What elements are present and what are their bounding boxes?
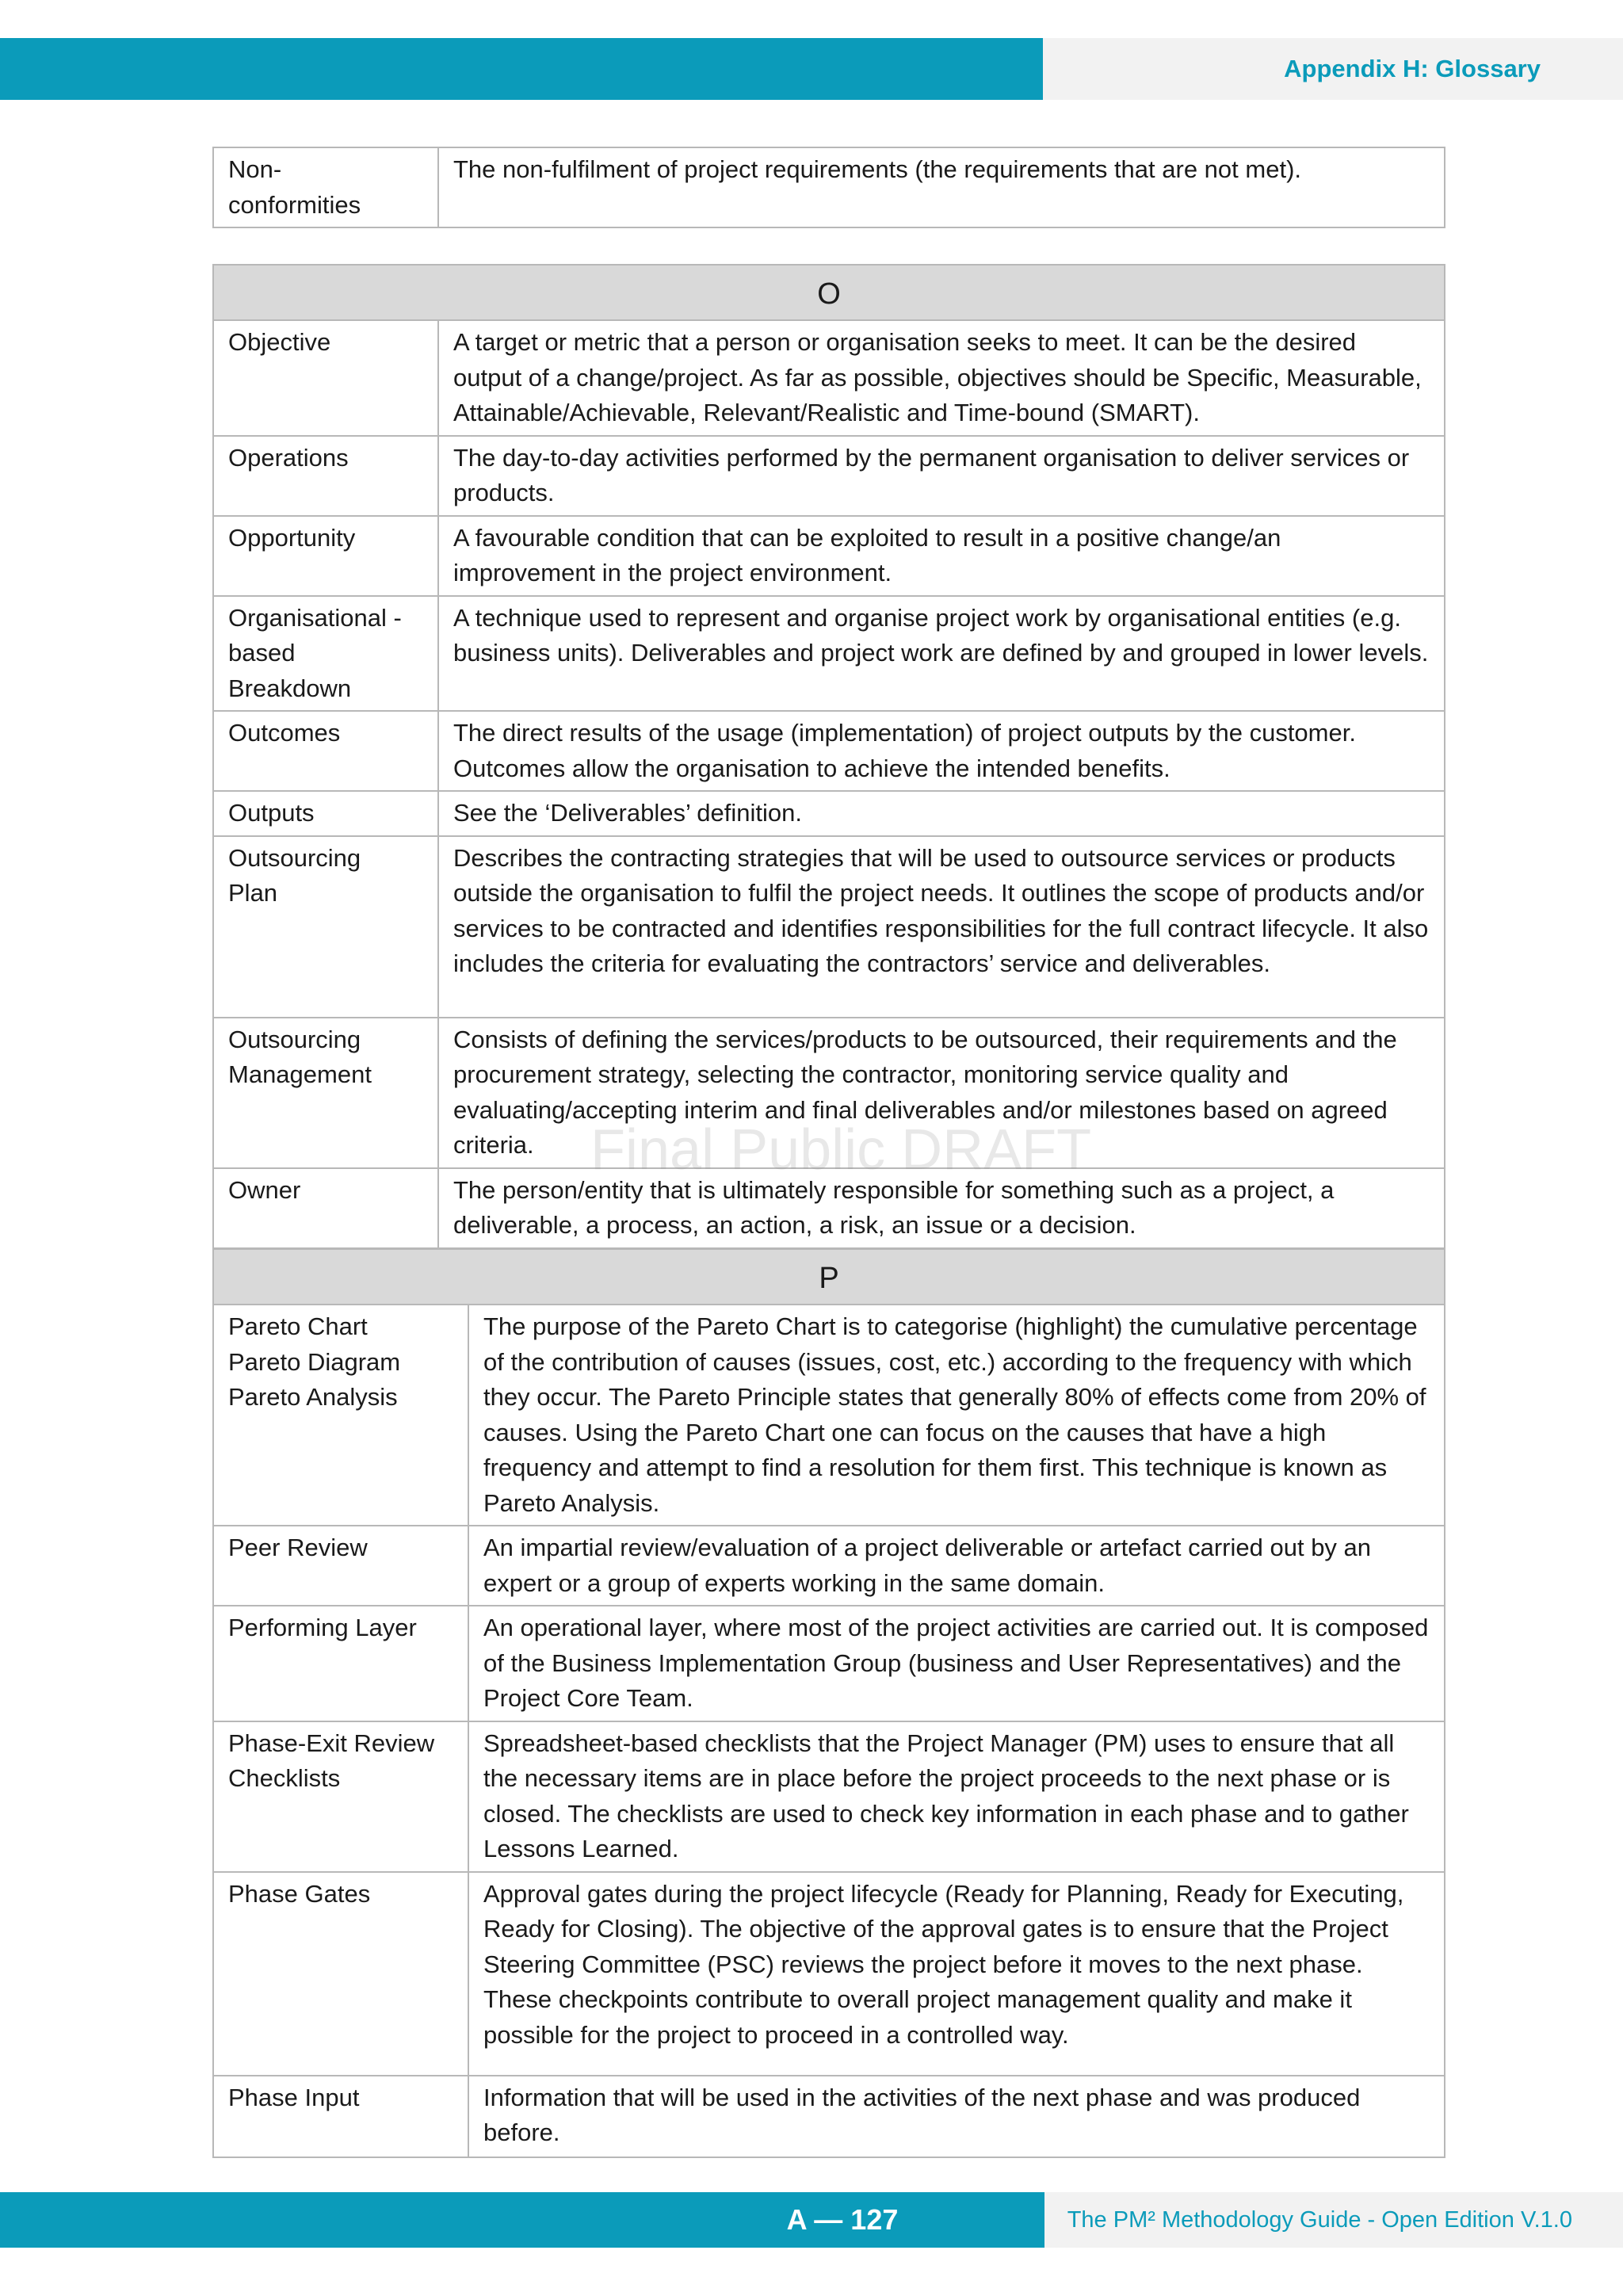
glossary-table-o [212,264,1445,1249]
glossary-row [213,791,1445,836]
glossary-term: Outsourcing Plan [213,836,438,1018]
glossary-row [213,1018,1445,1168]
glossary-definition: An impartial review/evaluation of a project deliverable or artefact carried out by an expert or a group of experts working in the same domain. [468,1526,1445,1606]
glossary-row [213,1168,1445,1248]
glossary-term: Outsourcing Management [213,1018,438,1168]
glossary-definition: A technique used to represent and organise project work by organisational entities (e.g. business units). Deliverables and project work are defined by and grouped in lower levels. [438,596,1445,712]
glossary-definition: A target or metric that a person or organisation seeks to meet. It can be the desired output of a change/project. As far as possible, objectives should be Specific, Measurable, Attainable/Achievable, Relevant/Realistic and Time-bound (SMART). [438,320,1445,436]
glossary-row [213,147,1445,227]
glossary-definition: See the ‘Deliverables’ definition. [438,791,1445,836]
glossary-row [213,1606,1445,1721]
glossary-definition: Spreadsheet-based checklists that the Project Manager (PM) uses to ensure that all the necessary items are in place before the project proceeds to the next phase or is closed. The checklists are used to check key information in each phase and to gather Lessons Learned. [468,1721,1445,1872]
glossary-term: Outcomes [213,711,438,791]
glossary-definition: Consists of defining the services/products to be outsourced, their requirements and the procurement strategy, selecting the contractor, monitoring service quality and evaluating/accepting interim and final deliverables and/or milestones based on agreed criteria. [438,1018,1445,1168]
glossary-row [213,711,1445,791]
glossary-definition: The direct results of the usage (implementation) of project outputs by the customer. Outcomes allow the organisation to achieve the intended benefits. [438,711,1445,791]
glossary-term: Operations [213,436,438,516]
glossary-definition: The non-fulfilment of project requirements (the requirements that are not met). [438,147,1445,227]
glossary-term: Phase Gates [213,1872,468,2076]
glossary-term: Owner [213,1168,438,1248]
header-title: Appendix H: Glossary [1284,55,1541,82]
glossary-term: Phase Input [213,2076,468,2157]
section-letter-p: P [213,1249,1445,1305]
glossary-term: Objective [213,320,438,436]
glossary-term: Outputs [213,791,438,836]
glossary-term: Non- conformities [213,147,438,227]
glossary-row [213,320,1445,436]
glossary-definition: The person/entity that is ultimately responsible for something such as a project, a deliverable, a process, an action, a risk, an issue or a decision. [438,1168,1445,1248]
glossary-term: Organisational - based Breakdown [213,596,438,712]
glossary-term: Peer Review [213,1526,468,1606]
glossary-table-n [212,147,1445,228]
header-bar [0,38,1043,100]
glossary-definition: A favourable condition that can be exploited to result in a positive change/an improvement in the project environment. [438,516,1445,596]
glossary-row [213,836,1445,1018]
glossary-definition: Describes the contracting strategies that will be used to outsource services or products outside the organisation to fulfil the project needs. It outlines the scope of products and/or services to be contracted and identifies responsibilities for the full contract lifecycle. It also includes the criteria for evaluating the contractors’ service and deliverables. [438,836,1445,1018]
glossary-row [213,436,1445,516]
glossary-table-p [212,1248,1445,2158]
glossary-definition: The day-to-day activities performed by the permanent organisation to deliver services or products. [438,436,1445,516]
glossary-term: Opportunity [213,516,438,596]
glossary-row [213,1526,1445,1606]
glossary-definition: Information that will be used in the activities of the next phase and was produced before. [468,2076,1445,2157]
glossary-term: Pareto Chart Pareto Diagram Pareto Analysis [213,1305,468,1526]
page-number: A — 127 [786,2203,899,2236]
glossary-term: Performing Layer [213,1606,468,1721]
draft-watermark: Final Public DRAFT [590,1118,1092,1182]
glossary-term: Phase-Exit Review Checklists [213,1721,468,1872]
glossary-row [213,516,1445,596]
glossary-definition: The purpose of the Pareto Chart is to categorise (highlight) the cumulative percentage of the contribution of causes (issues, cost, etc.) according to the frequency with which they occur. The Pareto Principle states that generally 80% of effects come from 20% of causes. Using the Pareto Chart one can focus on the causes that have a high frequency and attempt to find a resolution for them first. This technique is known as Pareto Analysis. [468,1305,1445,1526]
glossary-row [213,2076,1445,2157]
glossary-definition: Approval gates during the project lifecycle (Ready for Planning, Ready for Executing, Ready for Closing). The objective of the approval gates is to ensure that the Project Steering Committee (PSC) reviews the project before it moves to the next phase. These checkpoints contribute to overall project management quality and make it possible for the project to proceed in a controlled way. [468,1872,1445,2076]
glossary-row [213,1872,1445,2076]
glossary-definition: An operational layer, where most of the project activities are carried out. It is composed of the Business Implementation Group (business and User Representatives) and the Project Core Team. [468,1606,1445,1721]
footer-guide-title: The PM² Methodology Guide - Open Edition V.1.0 [1067,2207,1572,2233]
glossary-row [213,1305,1445,1526]
section-letter-o: O [213,265,1445,320]
glossary-row [213,596,1445,712]
glossary-row [213,1721,1445,1872]
